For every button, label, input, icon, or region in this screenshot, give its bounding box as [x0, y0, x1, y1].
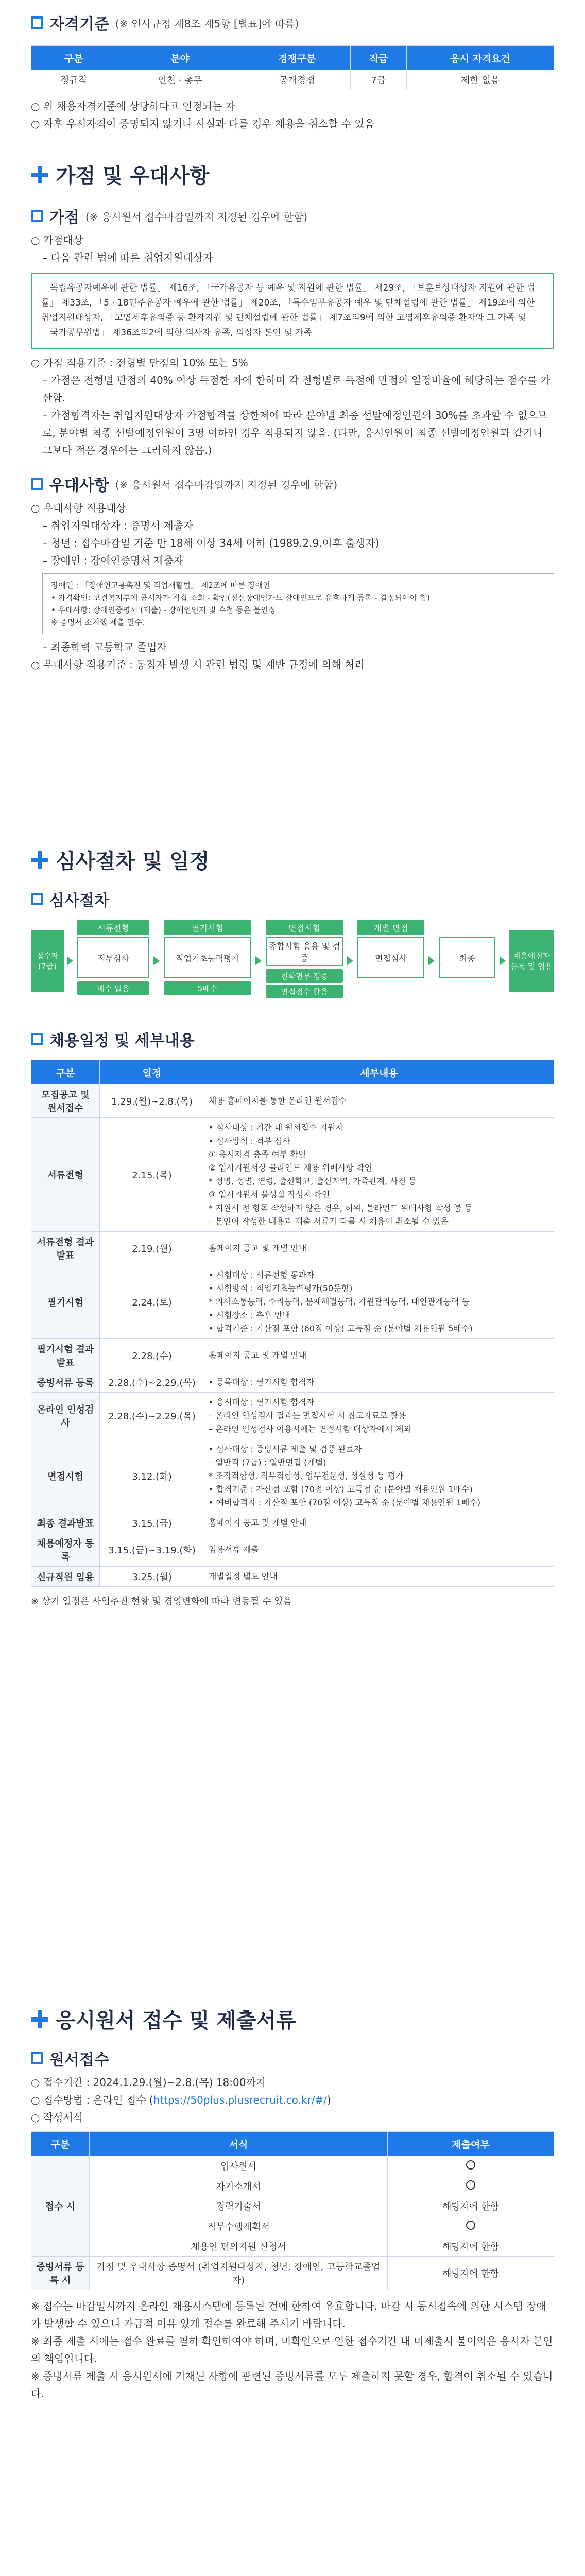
table-cell: 2.28.(수)~2.29.(목) — [100, 1372, 204, 1393]
table-cell: 2.28.(수) — [100, 1339, 204, 1372]
arrow-right-icon — [255, 956, 262, 965]
flow-tag: 5배수 — [164, 981, 251, 995]
flow-step: 최종 — [439, 937, 495, 978]
plus-icon — [31, 851, 48, 869]
flow-tag: 친화면부 검증 — [266, 969, 343, 983]
forms-table — [31, 2131, 554, 2290]
table-cell: 3.12.(화) — [100, 1439, 204, 1513]
table-header: 응시 자격요건 — [407, 46, 554, 70]
table-cell: • 응시대상 : 필기시험 합격자 – 온라인 인성검사 결과는 면접시험 시 참고자료로 활용 – 온라인 인성검사 이용시에는 면접시험 대상자에서 제외 — [204, 1393, 554, 1439]
law-list-box: 「독립유공자예우에 관한 법률」 제16조, 「국가유공자 등 예우 및 지원에 관한 법률」 제29조, 「보훈보상대상자 지원에 관한 법률」 제33조, 「5 · 18민주유공자 예우에 관한 법률」 제20조, 「특수임무유공자 예우 및 단체설립에 관한 법률」 제19조에 의한 취업지원대상자, 「고엽제후유의증 등 환자지원 및 단체설립에 관한 법률」 제7조의9에 의한 고엽제후유의증 환자와 그 가족 및 「국가공무원법」 제36조의2에 의한 의사자 유족, 의상자 본인 및 가족 — [31, 273, 554, 349]
bullet-text: 위 채용자격기준에 상당하다고 인정되는 자 — [43, 100, 236, 112]
square-bullet-icon — [31, 478, 43, 490]
table-row — [31, 1118, 554, 1232]
bonus-criteria-detail: – 가점은 전형별 만점의 40% 이상 득점한 자에 한하며 각 전형별로 득점에 만점의 일정비율에 해당하는 점수를 가산함. — [42, 374, 550, 404]
table-cell: • 심사대상 : 증빙서류 제출 및 검증 완료자 – 일반직 (7급) : 일반면접 (개별) * 조직적합성, 직무적합성, 업무전문성, 성실성 등 평가 • 합격기준 : 가산점 포함 (70점 이상) 고득점 순 (분야별 채용인원 1배수) • 예비합격자 : 가산점 포함 (70점 이상) 고득점 순 (분야별 채용인원 1배수) — [204, 1439, 554, 1513]
qualification-title: 자격기준 — [49, 15, 109, 33]
table-cell: 필기시험 — [31, 1265, 100, 1339]
qualification-section — [31, 11, 554, 132]
table-cell — [388, 2176, 554, 2196]
flow-start: 접수자 (7급) — [31, 930, 64, 992]
table-cell: 채용예정자 등록 — [31, 1533, 100, 1567]
application-sub-title: 원서접수 — [49, 2051, 109, 2069]
table-row — [31, 2257, 554, 2290]
note-line: • 우대사항: 장애인증명서 (제출) - 장애인인지 및 수첩 등은 불인정 — [51, 605, 276, 615]
table-header: 제출여부 — [388, 2132, 554, 2156]
table-cell: • 등록대상 : 필기시험 합격자 — [204, 1372, 554, 1393]
table-cell: 2.19.(월) — [100, 1232, 204, 1265]
table-cell: 직무수행계획서 — [90, 2216, 388, 2236]
table-cell: 3.25.(월) — [100, 1567, 204, 1587]
circle-mark-icon — [466, 2160, 475, 2170]
table-row — [31, 1439, 554, 1513]
preference-note: (※ 응시원서 접수마감일까지 지정된 경우에 한함) — [115, 478, 338, 491]
square-bullet-icon — [31, 16, 43, 29]
qualification-bullet: ○ 위 채용자격기준에 상당하다고 인정되는 자 — [31, 100, 236, 112]
table-row — [31, 2156, 554, 2176]
table-cell: 증빙서류 등록 — [31, 1372, 100, 1393]
preference-target: ○ 우대사항 적용대상 — [31, 502, 126, 514]
preference-criteria: ○ 우대사항 적용기준 : 동점자 발생 시 관련 법령 및 제반 규정에 의해 처리 — [31, 658, 365, 671]
bonus-sub-heading — [31, 205, 554, 227]
square-bullet-icon — [31, 893, 43, 905]
schedule-heading — [31, 1028, 554, 1050]
table-cell: 자기소개서 — [90, 2176, 388, 2196]
note-text: 최종 제출 시에는 접수 완료를 필히 확인하여야 하며, 미확인으로 인한 접수기간 내 미제출시 불이익은 응시자 본인의 책임입니다. — [31, 2335, 553, 2365]
flow-step: 면접시험 — [266, 920, 343, 935]
square-bullet-icon — [31, 210, 43, 222]
bonus-section — [31, 160, 554, 673]
arrow-right-icon — [67, 956, 73, 965]
table-row — [31, 1393, 554, 1439]
application-heading — [31, 2004, 554, 2033]
table-cell: 3.15.(금)~3.19.(화) — [100, 1533, 204, 1567]
table-cell: 홈페이지 공고 및 개별 안내 — [204, 1513, 554, 1533]
table-cell: 개별일정 별도 안내 — [204, 1567, 554, 1587]
table-header: 구분 — [31, 1060, 100, 1084]
table-row — [31, 70, 554, 90]
table-header: 일정 — [100, 1060, 204, 1084]
preference-detail: – 청년 : 접수마감일 기준 만 18세 이상 34세 이하 (1989.2.9.이후 출생자) — [42, 537, 380, 549]
application-section — [31, 2004, 554, 2402]
table-cell: 인천 · 총무 — [116, 70, 244, 90]
arrow-right-icon — [428, 956, 435, 965]
table-row — [31, 2216, 554, 2236]
schedule-title: 채용일정 및 세부내용 — [49, 1032, 195, 1050]
table-header: 세부내용 — [204, 1060, 554, 1084]
bonus-title: 가점 및 우대사항 — [56, 164, 210, 188]
table-row — [31, 1567, 554, 1587]
bonus-target-detail: – 다음 관련 법에 따른 취업지원대상자 — [42, 251, 213, 264]
table-header: 직급 — [350, 46, 406, 70]
bullet-text: 작성서식 — [43, 2111, 83, 2124]
schedule-table — [31, 1060, 554, 1587]
table-header: 구분 — [31, 46, 116, 70]
table-cell: 서류전형 — [31, 1118, 100, 1232]
process-title: 심사절차 및 일정 — [56, 850, 210, 873]
application-title: 응시원서 접수 및 제출서류 — [56, 2009, 296, 2032]
bullet-text: 우대사항 적용대상 — [43, 502, 126, 514]
application-forms: ○ 작성서식 — [31, 2111, 83, 2124]
flow-step: 필기시험 — [164, 920, 251, 935]
arrow-right-icon — [153, 956, 160, 965]
table-cell — [388, 2156, 554, 2176]
table-cell: 7급 — [350, 70, 406, 90]
arrow-right-icon — [500, 956, 506, 965]
table-cell: 신규직원 임용 — [31, 1567, 100, 1587]
table-cell: 가점 및 우대사항 증명서 (취업지원대상자, 청년, 장애인, 고등학교졸업자) — [90, 2257, 388, 2290]
table-cell: • 시험대상 : 서류전형 통과자 • 시험방식 : 직업기초능력평가(50문항) * 의사소통능력, 수리능력, 문제해결능력, 자원관리능력, 대인관계능력 등 • 시험장소 : 추후 안내 • 합격기준 : 가산점 포함 (60점 이상) 고득점 순 (분야별 채용인원 5배수) — [204, 1265, 554, 1339]
process-flow — [31, 920, 554, 1002]
bonus-sub-note: (※ 응시원서 접수마감일까지 지정된 경우에 한함) — [85, 210, 308, 223]
table-cell: 제한 없음 — [407, 70, 554, 90]
table-cell: 1.29.(월)~2.8.(목) — [100, 1084, 204, 1118]
table-cell: 임용서류 제출 — [204, 1533, 554, 1567]
table-cell: 정규직 — [31, 70, 116, 90]
plus-icon — [31, 2010, 48, 2028]
table-row — [31, 2236, 554, 2257]
square-bullet-icon — [31, 1033, 43, 1045]
arrow-right-icon — [347, 956, 353, 965]
note-line: • 자격확인: 보건복지부에 공시자가 직접 조회 - 확인(정신장애인카드 장애인으로 유효하게 등록 - 결정되어야 함) — [51, 593, 430, 602]
qualification-note: (※ 인사규정 제8조 제5항 [별표]에 따름) — [115, 17, 299, 30]
flow-step: 서류전형 — [77, 920, 149, 935]
table-row — [31, 1084, 554, 1118]
table-group-cell: 증빙서류 등록 시 — [31, 2257, 90, 2290]
table-group-cell: 접수 시 — [31, 2156, 90, 2257]
bonus-criteria-detail: – 가점합격자는 취업지원대상자 가점합격률 상한제에 따라 분야별 최종 선발예정인원의 30%를 초과할 수 없으므로, 분야별 최종 선발예정인원이 3명 이하인 경우 적용되지 않음. (다만, 응시인원이 최종 선발예정인원과 같거나 그보다 적은 경우에는 그러하지 않음.) — [42, 409, 547, 456]
bullet-text: 가점대상 — [43, 234, 83, 246]
process-sub-heading — [31, 888, 554, 910]
table-row — [31, 1232, 554, 1265]
table-header: 서식 — [90, 2132, 388, 2156]
application-period: ○ 접수기간 : 2024.1.29.(월)~2.8.(목) 18:00까지 — [31, 2076, 266, 2089]
bonus-heading — [31, 160, 554, 189]
qualification-table — [31, 45, 554, 90]
square-bullet-icon — [31, 2052, 43, 2064]
circle-mark-icon — [466, 2180, 475, 2190]
bullet-text: 자후 우시자격이 증명되지 않거나 사실과 다를 경우 채용을 취소할 수 있음 — [43, 117, 374, 130]
table-cell: 서류전형 결과발표 — [31, 1232, 100, 1265]
table-row — [31, 1513, 554, 1533]
circle-mark-icon — [466, 2221, 475, 2230]
table-cell: 2.24.(토) — [100, 1265, 204, 1339]
application-note: ※ 최종 제출 시에는 접수 완료를 필히 확인하여야 하며, 미확인으로 인한 접수기간 내 미제출시 불이익은 응시자 본인의 책임입니다. — [31, 2335, 553, 2365]
table-cell: 최종 결과발표 — [31, 1513, 100, 1533]
table-cell: 3.15.(금) — [100, 1513, 204, 1533]
flow-tag: 면접점수 활용 — [266, 985, 343, 998]
application-link[interactable]: https://50plus.plusrecruit.co.kr/#/ — [153, 2094, 327, 2106]
disability-note-box — [42, 573, 554, 634]
table-cell: 채용 홈페이지를 통한 온라인 원서접수 — [204, 1084, 554, 1118]
table-row — [31, 1339, 554, 1372]
flow-tag: 배수 없음 — [77, 981, 149, 995]
qualification-bullet: ○ 자후 우시자격이 증명되지 않거나 사실과 다를 경우 채용을 취소할 수 있음 — [31, 117, 374, 130]
table-row — [31, 2176, 554, 2196]
bullet-text: 가점 적용기준 : 전형별 만점의 10% 또는 5% — [43, 357, 248, 369]
table-cell: 2.15.(목) — [100, 1118, 204, 1232]
table-cell: 홈페이지 공고 및 개별 안내 — [204, 1339, 554, 1372]
note-line: ※ 증명서 소지했 제출 필수. — [51, 618, 145, 627]
flow-end: 채용예정자 등록 및 임용 — [509, 930, 554, 992]
table-cell: 해당자에 한함 — [388, 2257, 554, 2290]
preference-detail: – 취업지원대상자 : 증명서 제출자 — [42, 519, 194, 532]
bonus-target: ○ 가점대상 — [31, 234, 83, 246]
note-text: 증빙서류 제출 시 응시원서에 기재된 사항에 관련된 증빙서류를 모두 제출하지 못할 경우, 합격이 취소될 수 있습니다. — [31, 2370, 553, 2400]
process-sub-title: 심사절차 — [49, 892, 109, 910]
flow-item: 면접심사 — [357, 937, 424, 978]
table-row — [31, 1372, 554, 1393]
table-cell: 공개경쟁 — [244, 70, 350, 90]
plus-icon — [31, 166, 48, 183]
flow-item: 직업기초능력평가 — [164, 937, 251, 978]
table-cell — [388, 2216, 554, 2236]
note-line: 장애인 : 「장애인고용촉진 및 직업재활법」 제2조에 따른 장애인 — [51, 581, 270, 590]
table-cell: 온라인 인성검사 — [31, 1393, 100, 1439]
schedule-footnote: ※ 상기 일정은 사업추진 현황 및 경영변화에 따라 변동될 수 있음 — [31, 1596, 292, 1607]
preference-heading — [31, 472, 554, 495]
table-cell: 경력기술서 — [90, 2196, 388, 2216]
table-cell: 홈페이지 공고 및 개별 안내 — [204, 1232, 554, 1265]
qualification-heading — [31, 11, 554, 34]
table-cell: 해당자에 한함 — [388, 2196, 554, 2216]
application-sub-heading — [31, 2047, 554, 2070]
bullet-text: ) — [326, 2094, 331, 2106]
bonus-criteria: ○ 가점 적용기준 : 전형별 만점의 10% 또는 5% — [31, 357, 248, 369]
preference-title: 우대사항 — [49, 477, 109, 495]
table-row — [31, 1533, 554, 1567]
flow-step: 개별 면접 — [357, 920, 424, 935]
table-header: 구분 — [31, 2132, 90, 2156]
table-cell: 입사원서 — [90, 2156, 388, 2176]
preference-detail: – 최종학력 고등학교 졸업자 — [42, 641, 167, 653]
process-section — [31, 845, 554, 1611]
footnote-text: 상기 일정은 사업추진 현황 및 경영변화에 따라 변동될 수 있음 — [41, 1596, 292, 1607]
process-heading — [31, 845, 554, 874]
application-note: ※ 증빙서류 제출 시 응시원서에 기재된 사항에 관련된 증빙서류를 모두 제출하지 못할 경우, 합격이 취소될 수 있습니다. — [31, 2370, 553, 2400]
table-cell: 2.28.(수)~2.29.(목) — [100, 1393, 204, 1439]
bullet-text: 접수방법 : 온라인 접수 ( — [43, 2094, 153, 2106]
table-cell: 필기시험 결과발표 — [31, 1339, 100, 1372]
table-cell: • 심사대상 : 기간 내 원서접수 지원자 • 심사방식 : 적부 심사 ① 응시자격 충족 여부 확인 ② 입사지원서상 블라인드 채용 위배사항 확인 * 성명, 성별, 연령, 출신학교, 출신지역, 가족관계, 사진 등 ③ 입사지원서 불성실 작성자 확인 * 지원서 전 항목 작성하지 않은 경우, 허위, 블라인드 위배사항 작성 불 등 – 본인이 작성한 내용과 제출 서류가 다를 시 채용이 취소될 수 있음 — [204, 1118, 554, 1232]
table-row — [31, 2196, 554, 2216]
table-cell: 채용인 편의지원 신청서 — [90, 2236, 388, 2257]
bullet-text: 우대사항 적용기준 : 동점자 발생 시 관련 법령 및 제반 규정에 의해 처리 — [43, 658, 365, 671]
preference-detail: – 장애인 : 장애인증명서 제출자 — [42, 554, 184, 567]
note-text: 접수는 마감일시까지 온라인 채용시스템에 등록된 건에 한하여 유효합니다. 마감 시 동시접속에 의한 시스템 장애가 발생할 수 있으니 가급적 여유 있게 접수를 완료해 주시기 바랍니다. — [31, 2300, 546, 2330]
table-cell: 모집공고 및 원서접수 — [31, 1084, 100, 1118]
table-header: 분야 — [116, 46, 244, 70]
application-method: ○ 접수방법 : 온라인 접수 (https://50plus.plusrecruit.co.kr/#/) — [31, 2094, 331, 2106]
flow-item: 종합시험 응용 및 검증 — [266, 937, 343, 966]
flow-item: 적부심사 — [77, 937, 149, 978]
table-row — [31, 1265, 554, 1339]
table-header: 경쟁구분 — [244, 46, 350, 70]
table-cell: 해당자에 한함 — [388, 2236, 554, 2257]
table-cell: 면접시험 — [31, 1439, 100, 1513]
bonus-sub-title: 가점 — [49, 209, 79, 227]
application-note: ※ 접수는 마감일시까지 온라인 채용시스템에 등록된 건에 한하여 유효합니다. 마감 시 동시접속에 의한 시스템 장애가 발생할 수 있으니 가급적 여유 있게 접수를 완료해 주시기 바랍니다. — [31, 2300, 546, 2330]
bullet-text: 접수기간 : 2024.1.29.(월)~2.8.(목) 18:00까지 — [43, 2076, 266, 2089]
